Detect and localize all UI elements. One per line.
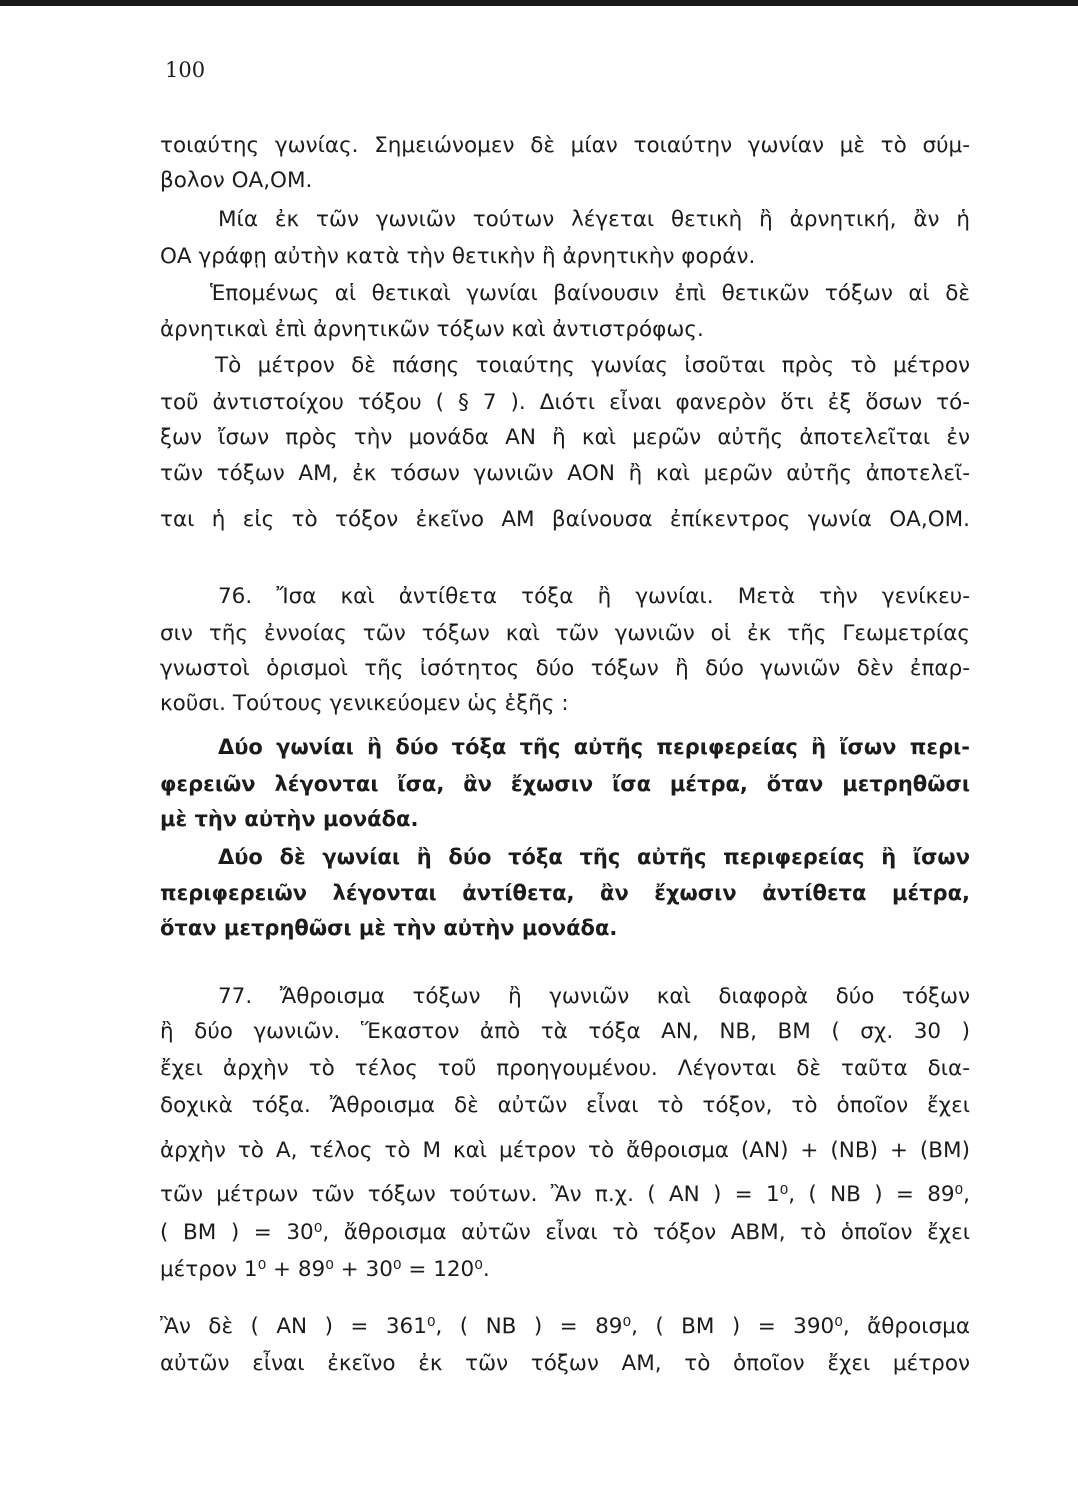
text-line: δοχικὰ τόξα. Ἄθροισμα δὲ αὐτῶν εἶναι τὸ τόξον, τὸ ὁποῖον ἔχει — [160, 1093, 970, 1118]
text-line: βολον ΟΑ,ΟΜ. — [160, 168, 313, 193]
definition-equal-line: Δύο γωνίαι ἢ δύο τόξα τῆς αὐτῆς περιφερείας ἢ ἴσων περι- — [218, 735, 970, 759]
definition-equal-line: φερειῶν λέγονται ἴσα, ἂν ἔχωσιν ἴσα μέτρα, ὅταν μετρηθῶσι — [160, 772, 970, 796]
scan-top-edge — [0, 0, 1078, 6]
definition-opposite-line: Δύο δὲ γωνίαι ἢ δύο τόξα τῆς αὐτῆς περιφερείας ἢ ἴσων — [218, 845, 970, 869]
text-line: ἢ δύο γωνιῶν. Ἕκαστον ἀπὸ τὰ τόξα ΑΝ, ΝΒ, ΒΜ ( σχ. 30 ) — [160, 1019, 970, 1044]
text-line: Ἑπομένως αἱ θετικαὶ γωνίαι βαίνουσιν ἐπὶ θετικῶν τόξων αἱ δὲ — [210, 281, 970, 306]
text-line: κοῦσι. Τούτους γενικεύομεν ὡς ἑξῆς : — [160, 691, 569, 716]
section-heading-76: 76. Ἴσα καὶ ἀντίθετα τόξα ἢ γωνίαι. Μετὰ τὴν γενίκευ- — [218, 584, 970, 609]
text-line: ( ΒΜ ) = 30⁰, ἄθροισμα αὐτῶν εἶναι τὸ τόξον ΑΒΜ, τὸ ὁποῖον ἔχει — [160, 1220, 970, 1245]
text-line: ἀρνητικαὶ ἐπὶ ἀρνητικῶν τόξων καὶ ἀντιστρόφως. — [160, 317, 704, 342]
text-line: τῶν τόξων ΑΜ, ἐκ τόσων γωνιῶν ΑΟΝ ἢ καὶ μερῶν αὐτῆς ἀποτελεῖ- — [160, 461, 970, 486]
section-heading-77: 77. Ἄθροισμα τόξων ἢ γωνιῶν καὶ διαφορὰ δύο τόξων — [218, 984, 970, 1009]
text-line: Μία ἐκ τῶν γωνιῶν τούτων λέγεται θετικὴ ἢ ἀρνητική, ἂν ἡ — [218, 207, 970, 232]
text-line: τοιαύτης γωνίας. Σημειώνομεν δὲ μίαν τοιαύτην γωνίαν μὲ τὸ σύμ- — [160, 133, 970, 158]
text-line: γνωστοὶ ὁρισμοὶ τῆς ἰσότητος δύο τόξων ἢ δύο γωνιῶν δὲν ἐπαρ- — [160, 656, 970, 681]
text-line: ΟΑ γράφῃ αὐτὴν κατὰ τὴν θετικὴν ἢ ἀρνητικὴν φοράν. — [160, 244, 756, 269]
definition-opposite-line: περιφερειῶν λέγονται ἀντίθετα, ἂν ἔχωσιν ἀντίθετα μέτρα, — [160, 881, 970, 905]
text-line: ἔχει ἀρχὴν τὸ τέλος τοῦ προηγουμένου. Λέγονται δὲ ταῦτα δια- — [160, 1056, 970, 1081]
text-line: ξων ἴσων πρὸς τὴν μονάδα ΑΝ ἢ καὶ μερῶν αὐτῆς ἀποτελεῖται ἐν — [160, 425, 970, 450]
definition-equal-line: μὲ τὴν αὐτὴν μονάδα. — [160, 807, 419, 831]
text-line: σιν τῆς ἐννοίας τῶν τόξων καὶ τῶν γωνιῶν οἱ ἐκ τῆς Γεωμετρίας — [160, 621, 970, 646]
text-line: Ἂν δὲ ( ΑΝ ) = 361⁰, ( ΝΒ ) = 89⁰, ( ΒΜ ) = 390⁰, ἄθροισμα — [160, 1314, 970, 1339]
text-line: τῶν μέτρων τῶν τόξων τούτων. Ἂν π.χ. ( ΑΝ ) = 1⁰, ( ΝΒ ) = 89⁰, — [160, 1182, 970, 1207]
text-line: ἀρχὴν τὸ Α, τέλος τὸ Μ καὶ μέτρον τὸ ἄθροισμα (ΑΝ) + (ΝΒ) + (ΒΜ) — [160, 1138, 970, 1163]
text-line: ται ἡ εἰς τὸ τόξον ἐκεῖνο ΑΜ βαίνουσα ἐπίκεντρος γωνία ΟΑ,ΟΜ. — [160, 507, 970, 532]
text-line: τοῦ ἀντιστοίχου τόξου ( § 7 ). Διότι εἶναι φανερὸν ὅτι ἐξ ὅσων τό- — [160, 390, 970, 415]
text-line: Τὸ μέτρον δὲ πάσης τοιαύτης γωνίας ἰσοῦται πρὸς τὸ μέτρον — [215, 353, 970, 378]
page-number: 100 — [165, 58, 206, 82]
definition-opposite-line: ὅταν μετρηθῶσι μὲ τὴν αὐτὴν μονάδα. — [160, 916, 618, 940]
text-line: αὐτῶν εἶναι ἐκεῖνο ἐκ τῶν τόξων ΑΜ, τὸ ὁποῖον ἔχει μέτρον — [160, 1351, 970, 1376]
text-line: μέτρον 1⁰ + 89⁰ + 30⁰ = 120⁰. — [160, 1257, 490, 1282]
